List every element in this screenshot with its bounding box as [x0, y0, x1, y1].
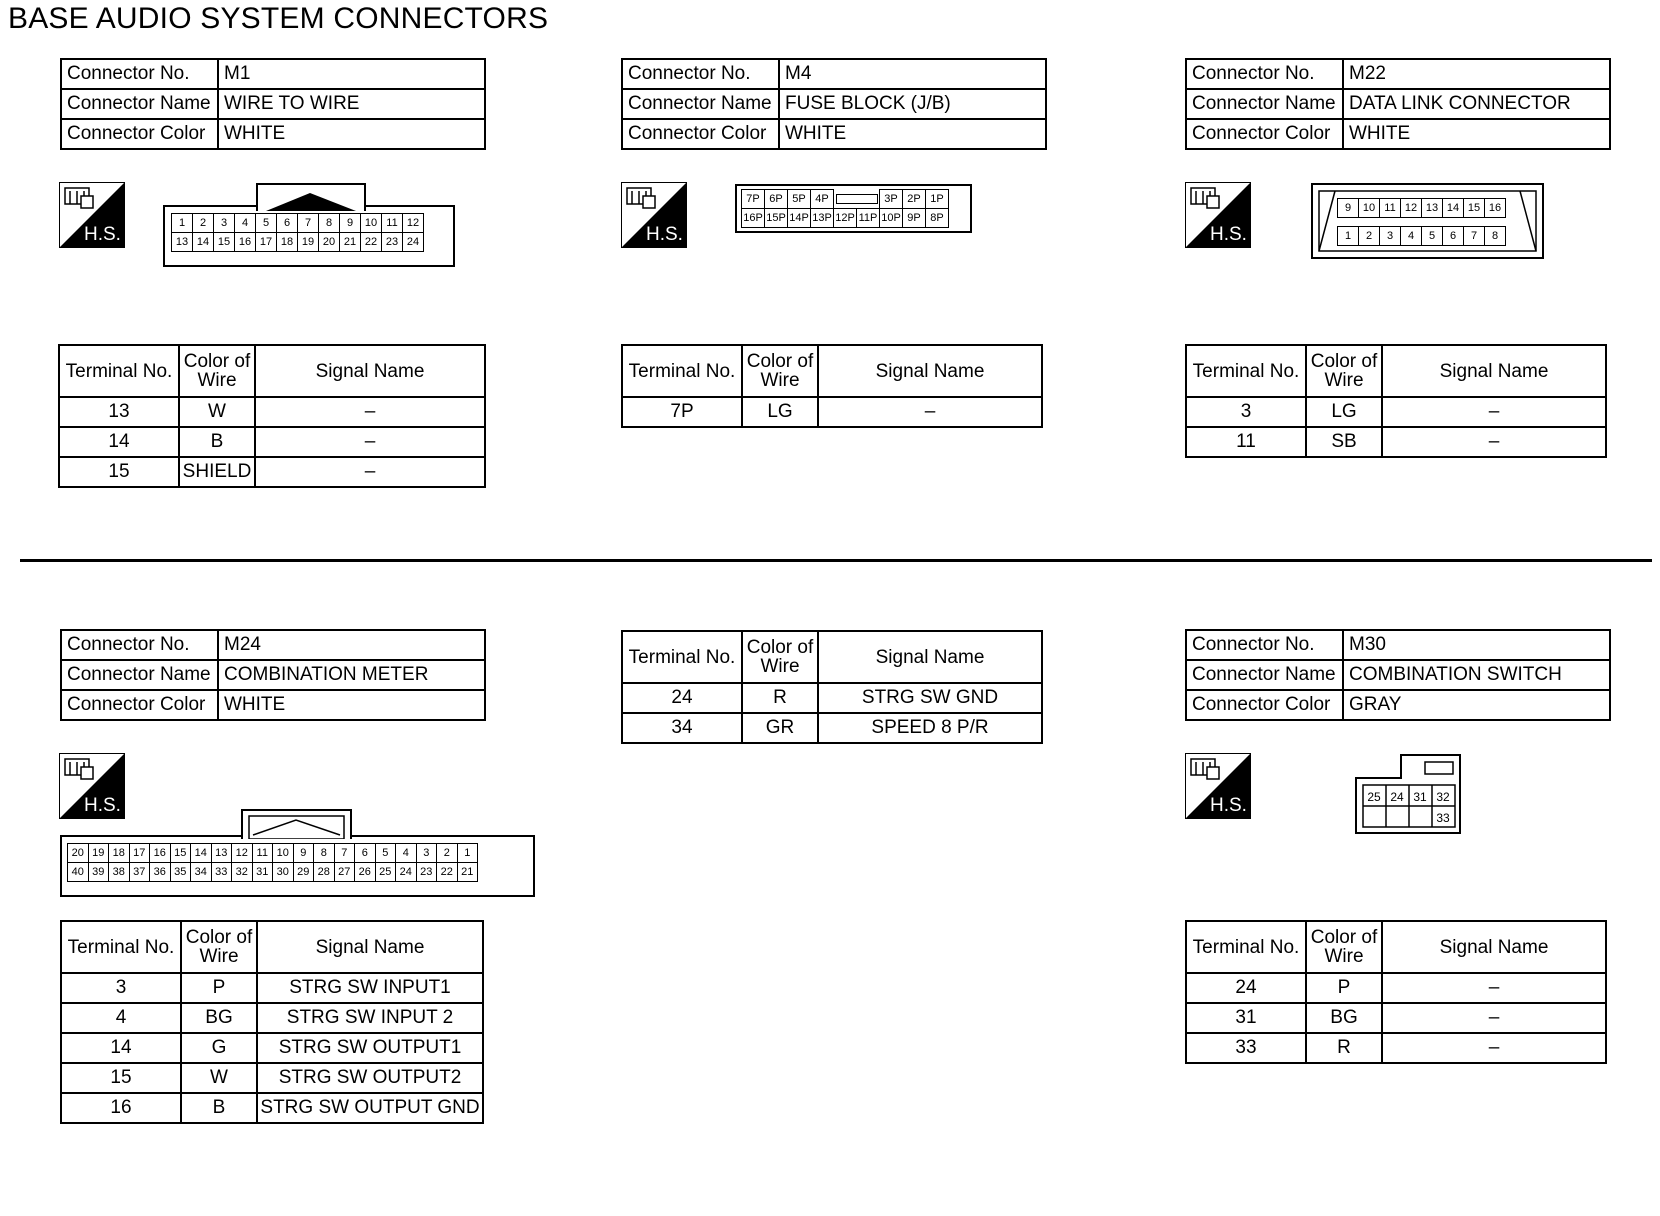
m30-pin-33: 33	[1436, 811, 1450, 825]
wire-color: G	[181, 1033, 257, 1063]
pin: 4	[1401, 227, 1422, 246]
pin: 12	[1401, 199, 1422, 218]
pin: 16	[150, 844, 171, 863]
pin: 19	[88, 844, 109, 863]
m24-connector-latch	[241, 809, 352, 839]
m1-connector-name: WIRE TO WIRE	[218, 89, 485, 119]
connector-color-label: Connector Color	[61, 119, 218, 149]
pin: 17	[129, 844, 150, 863]
color-of-wire-header: Color of Wire	[1306, 345, 1382, 397]
m30-terminal-table	[1185, 920, 1607, 1064]
terminal-no: 3	[1186, 397, 1306, 427]
m1-connector-latch	[256, 183, 366, 211]
hs-label: H.S.	[646, 224, 683, 245]
pin: 10	[361, 214, 382, 233]
table-row	[61, 1003, 483, 1033]
m4-connector-info	[621, 58, 1047, 150]
signal-name-header: Signal Name	[257, 921, 483, 973]
wire-color: GR	[742, 713, 818, 743]
wire-color: R	[1306, 1033, 1382, 1063]
m30-connector-no: M30	[1343, 630, 1610, 660]
signal-name: STRG SW OUTPUT1	[257, 1033, 483, 1063]
pin: 28	[314, 863, 335, 882]
m4-connector-color: WHITE	[779, 119, 1046, 149]
pin: 13	[1422, 199, 1443, 218]
signal-name-header: Signal Name	[818, 631, 1042, 683]
terminal-no: 13	[59, 397, 179, 427]
pin: 21	[340, 233, 361, 252]
pin: 9	[1338, 199, 1359, 218]
pin: 3P	[880, 190, 903, 209]
m30-connector-info	[1185, 629, 1611, 721]
pin: 3	[1380, 227, 1401, 246]
terminal-no-header: Terminal No.	[1186, 921, 1306, 973]
table-row	[61, 1033, 483, 1063]
table-row	[61, 1063, 483, 1093]
pin: 4	[235, 214, 256, 233]
pin: 5P	[788, 190, 811, 209]
connector-name-label: Connector Name	[61, 660, 218, 690]
m24-connector-info	[60, 629, 486, 721]
pin: 34	[191, 863, 212, 882]
wire-color: P	[1306, 973, 1382, 1003]
pin: 12P	[834, 209, 857, 228]
pin: 5	[375, 844, 396, 863]
m22-connector-no: M22	[1343, 59, 1610, 89]
table-row	[1186, 397, 1606, 427]
m1-pin-grid	[171, 213, 424, 252]
terminal-no: 24	[622, 683, 742, 713]
table-row	[59, 457, 485, 487]
signal-name: STRG SW GND	[818, 683, 1042, 713]
pin: 2P	[903, 190, 926, 209]
signal-name: STRG SW OUTPUT2	[257, 1063, 483, 1093]
m24-connector-color: WHITE	[218, 690, 485, 720]
pin: 18	[277, 233, 298, 252]
color-of-wire-header: Color of Wire	[179, 345, 255, 397]
connector-name-label: Connector Name	[1186, 89, 1343, 119]
m24-connector-no: M24	[218, 630, 485, 660]
pin: 9	[293, 844, 314, 863]
harness-side-icon	[59, 182, 125, 248]
pin: 11	[252, 844, 273, 863]
m30-pin-32: 32	[1436, 790, 1450, 804]
connector-no-label: Connector No.	[622, 59, 779, 89]
pin: 13P	[811, 209, 834, 228]
m30-pin-31: 31	[1413, 790, 1427, 804]
pin: 20	[68, 844, 89, 863]
harness-side-icon	[621, 182, 687, 248]
signal-name-header: Signal Name	[1382, 921, 1606, 973]
pin: 6P	[765, 190, 788, 209]
terminal-no: 31	[1186, 1003, 1306, 1033]
table-row	[622, 397, 1042, 427]
color-of-wire-header: Color of Wire	[742, 631, 818, 683]
pin: 13	[172, 233, 193, 252]
wire-color: P	[181, 973, 257, 1003]
pin: 39	[88, 863, 109, 882]
m22-connector-name: DATA LINK CONNECTOR	[1343, 89, 1610, 119]
wire-color: W	[179, 397, 255, 427]
hs-label: H.S.	[84, 224, 121, 245]
connector-no-label: Connector No.	[1186, 630, 1343, 660]
pin: 14P	[788, 209, 811, 228]
pin-gap	[834, 190, 880, 209]
connector-name-label: Connector Name	[61, 89, 218, 119]
wire-color: SHIELD	[179, 457, 255, 487]
pin: 8	[314, 844, 335, 863]
connector-color-label: Connector Color	[622, 119, 779, 149]
m24-connector-name: COMBINATION METER	[218, 660, 485, 690]
m24-terminal-table-continued	[621, 630, 1043, 744]
m1-connector-info	[60, 58, 486, 150]
signal-name: –	[1382, 973, 1606, 1003]
m30-pin-25: 25	[1367, 790, 1381, 804]
wire-color: BG	[181, 1003, 257, 1033]
pin: 38	[109, 863, 130, 882]
pin: 19	[298, 233, 319, 252]
color-of-wire-header: Color of Wire	[742, 345, 818, 397]
pin: 15	[214, 233, 235, 252]
pin: 7	[1464, 227, 1485, 246]
terminal-no: 33	[1186, 1033, 1306, 1063]
pin: 10	[273, 844, 294, 863]
pin: 7	[334, 844, 355, 863]
terminal-no-header: Terminal No.	[622, 345, 742, 397]
connector-color-label: Connector Color	[61, 690, 218, 720]
pin: 10	[1359, 199, 1380, 218]
signal-name-header: Signal Name	[1382, 345, 1606, 397]
m1-connector-color: WHITE	[218, 119, 485, 149]
pin: 31	[252, 863, 273, 882]
pin: 21	[457, 863, 478, 882]
signal-name-header: Signal Name	[818, 345, 1042, 397]
signal-name: –	[1382, 397, 1606, 427]
pin: 14	[1443, 199, 1464, 218]
pin: 4P	[811, 190, 834, 209]
terminal-no-header: Terminal No.	[622, 631, 742, 683]
color-of-wire-header: Color of Wire	[181, 921, 257, 973]
pin: 15	[170, 844, 191, 863]
pin: 17	[256, 233, 277, 252]
pin: 25	[375, 863, 396, 882]
signal-name: STRG SW INPUT 2	[257, 1003, 483, 1033]
signal-name: –	[255, 427, 485, 457]
pin: 37	[129, 863, 150, 882]
pin: 8	[319, 214, 340, 233]
m30-connector-color: GRAY	[1343, 690, 1610, 720]
pin: 27	[334, 863, 355, 882]
wire-color: BG	[1306, 1003, 1382, 1033]
table-row	[59, 427, 485, 457]
m30-connector-diagram	[1355, 754, 1461, 834]
pin: 5	[256, 214, 277, 233]
signal-name: –	[1382, 1003, 1606, 1033]
pin: 9	[340, 214, 361, 233]
table-row	[61, 1093, 483, 1123]
m4-connector-no: M4	[779, 59, 1046, 89]
pin: 24	[403, 233, 424, 252]
hs-label: H.S.	[1210, 224, 1247, 245]
terminal-no-header: Terminal No.	[59, 345, 179, 397]
terminal-no: 14	[61, 1033, 181, 1063]
table-row	[61, 973, 483, 1003]
terminal-no: 11	[1186, 427, 1306, 457]
terminal-no: 14	[59, 427, 179, 457]
signal-name: –	[255, 397, 485, 427]
pin: 9P	[903, 209, 926, 228]
pin: 11	[382, 214, 403, 233]
pin: 7	[298, 214, 319, 233]
table-row	[1186, 1003, 1606, 1033]
pin: 8P	[926, 209, 949, 228]
color-of-wire-header: Color of Wire	[1306, 921, 1382, 973]
connector-color-label: Connector Color	[1186, 690, 1343, 720]
pin: 30	[273, 863, 294, 882]
m4-terminal-table	[621, 344, 1043, 428]
wire-color: B	[181, 1093, 257, 1123]
harness-side-icon	[1185, 753, 1251, 819]
pin: 18	[109, 844, 130, 863]
page-title: BASE AUDIO SYSTEM CONNECTORS	[8, 2, 549, 35]
connector-color-label: Connector Color	[1186, 119, 1343, 149]
signal-name: STRG SW INPUT1	[257, 973, 483, 1003]
table-row	[1186, 427, 1606, 457]
harness-side-icon	[59, 753, 125, 819]
pin: 36	[150, 863, 171, 882]
wire-color: R	[742, 683, 818, 713]
terminal-no-header: Terminal No.	[61, 921, 181, 973]
pin: 22	[437, 863, 458, 882]
pin: 3	[214, 214, 235, 233]
terminal-no: 24	[1186, 973, 1306, 1003]
pin: 12	[403, 214, 424, 233]
section-divider	[20, 559, 1652, 562]
pin: 15	[1464, 199, 1485, 218]
connector-name-label: Connector Name	[622, 89, 779, 119]
m22-connector-info	[1185, 58, 1611, 150]
table-row	[59, 397, 485, 427]
terminal-no: 15	[59, 457, 179, 487]
pin: 2	[1359, 227, 1380, 246]
pin: 14	[193, 233, 214, 252]
hs-label: H.S.	[1210, 795, 1247, 816]
m22-connector-color: WHITE	[1343, 119, 1610, 149]
pin: 6	[1443, 227, 1464, 246]
pin: 4	[396, 844, 417, 863]
table-row	[622, 713, 1042, 743]
wire-color: W	[181, 1063, 257, 1093]
signal-name: –	[255, 457, 485, 487]
terminal-no: 34	[622, 713, 742, 743]
pin: 29	[293, 863, 314, 882]
connector-no-label: Connector No.	[61, 59, 218, 89]
wire-color: LG	[1306, 397, 1382, 427]
pin: 6	[277, 214, 298, 233]
pin: 6	[355, 844, 376, 863]
terminal-no-header: Terminal No.	[1186, 345, 1306, 397]
pin: 16P	[742, 209, 765, 228]
pin: 23	[382, 233, 403, 252]
pin: 3	[416, 844, 437, 863]
pin: 13	[211, 844, 232, 863]
pin: 22	[361, 233, 382, 252]
signal-name-header: Signal Name	[255, 345, 485, 397]
pin: 14	[191, 844, 212, 863]
hs-label: H.S.	[84, 795, 121, 816]
pin: 35	[170, 863, 191, 882]
terminal-no: 3	[61, 973, 181, 1003]
signal-name: –	[818, 397, 1042, 427]
m22-terminal-table	[1185, 344, 1607, 458]
pin: 1	[457, 844, 478, 863]
pin: 2	[437, 844, 458, 863]
signal-name: –	[1382, 1033, 1606, 1063]
pin: 7P	[742, 190, 765, 209]
m1-terminal-table	[58, 344, 486, 488]
signal-name: SPEED 8 P/R	[818, 713, 1042, 743]
wire-color: B	[179, 427, 255, 457]
table-row	[1186, 973, 1606, 1003]
terminal-no: 16	[61, 1093, 181, 1123]
pin: 16	[1485, 199, 1506, 218]
terminal-no: 7P	[622, 397, 742, 427]
m4-pin-grid	[741, 189, 949, 228]
wire-color: LG	[742, 397, 818, 427]
pin: 40	[68, 863, 89, 882]
m1-connector-no: M1	[218, 59, 485, 89]
pin: 24	[396, 863, 417, 882]
connector-no-label: Connector No.	[61, 630, 218, 660]
pin: 1	[172, 214, 193, 233]
m30-pin-24: 24	[1390, 790, 1404, 804]
table-row	[1186, 1033, 1606, 1063]
m22-pin-grid	[1337, 198, 1506, 246]
terminal-no: 4	[61, 1003, 181, 1033]
pin: 12	[232, 844, 253, 863]
m24-pin-grid	[67, 843, 478, 882]
pin: 23	[416, 863, 437, 882]
pin: 1P	[926, 190, 949, 209]
pin: 26	[355, 863, 376, 882]
connector-name-label: Connector Name	[1186, 660, 1343, 690]
pin: 20	[319, 233, 340, 252]
pin: 2	[193, 214, 214, 233]
m30-connector-name: COMBINATION SWITCH	[1343, 660, 1610, 690]
pin: 11P	[857, 209, 880, 228]
pin: 10P	[880, 209, 903, 228]
wire-color: SB	[1306, 427, 1382, 457]
m4-connector-name: FUSE BLOCK (J/B)	[779, 89, 1046, 119]
pin: 1	[1338, 227, 1359, 246]
pin: 33	[211, 863, 232, 882]
m24-terminal-table	[60, 920, 484, 1124]
pin: 32	[232, 863, 253, 882]
table-row	[622, 683, 1042, 713]
pin: 15P	[765, 209, 788, 228]
connector-no-label: Connector No.	[1186, 59, 1343, 89]
signal-name: STRG SW OUTPUT GND	[257, 1093, 483, 1123]
harness-side-icon	[1185, 182, 1251, 248]
pin: 8	[1485, 227, 1506, 246]
terminal-no: 15	[61, 1063, 181, 1093]
pin: 5	[1422, 227, 1443, 246]
pin: 16	[235, 233, 256, 252]
signal-name: –	[1382, 427, 1606, 457]
pin: 11	[1380, 199, 1401, 218]
